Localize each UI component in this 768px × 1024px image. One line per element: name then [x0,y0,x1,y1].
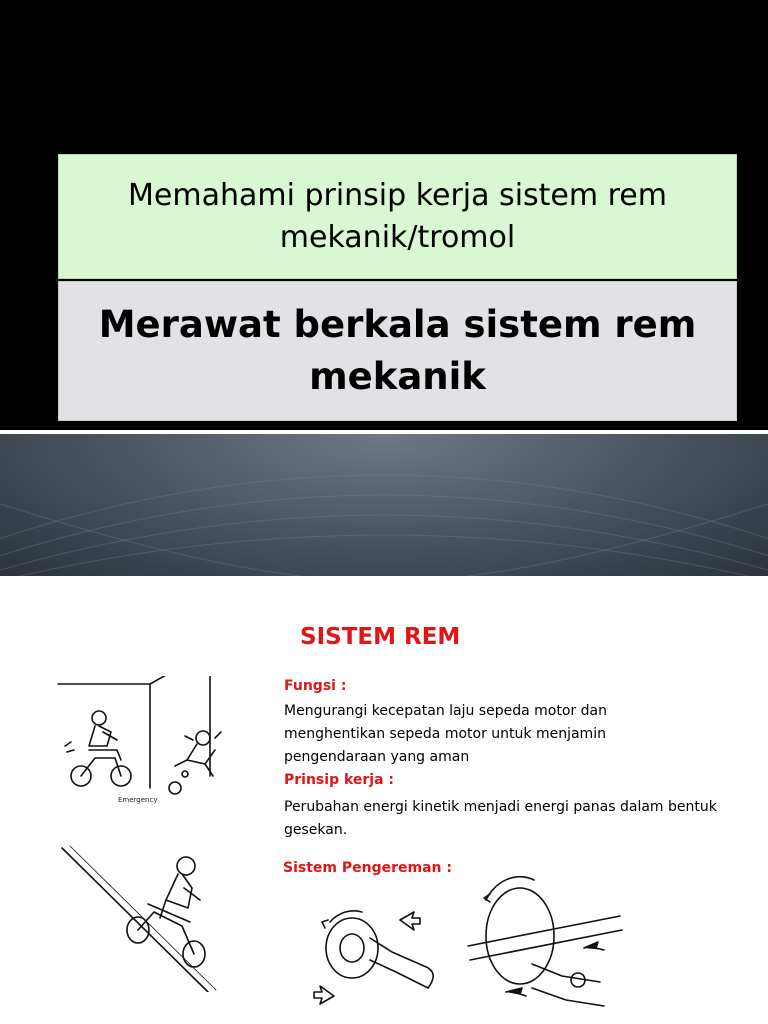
decorative-band [0,434,768,576]
title-box [58,281,737,421]
title-slide [0,0,768,430]
emergency-caption: Emergency [118,796,158,804]
subtitle-line-2: mekanik/tromol [279,219,516,255]
title-line-2: mekanik [309,355,486,398]
title-line-1: Merawat berkala sistem rem [98,303,697,346]
brake-mechanism-illustration [300,876,640,1024]
fungsi-label: Fungsi : [284,678,347,694]
fungsi-text: Mengurangi kecepatan laju sepeda motor dan menghentikan sepeda motor untuk menjamin pengendaraan yang aman [284,703,607,765]
prinsip-kerja-text: Perubahan energi kinetik menjadi energi panas dalam bentuk gesekan. [284,799,717,838]
content-slide [0,576,768,1024]
subtitle-box [58,154,737,279]
downhill-riding-illustration [58,842,258,992]
slide-title: SISTEM REM [300,624,461,650]
emergency-brake-illustration [55,676,235,806]
subtitle-line-1: Memahami prinsip kerja sistem rem [128,177,667,213]
arc-pattern [0,434,768,576]
sistem-pengereman-label: Sistem Pengereman : [283,860,452,876]
prinsip-kerja-label: Prinsip kerja : [284,772,395,788]
